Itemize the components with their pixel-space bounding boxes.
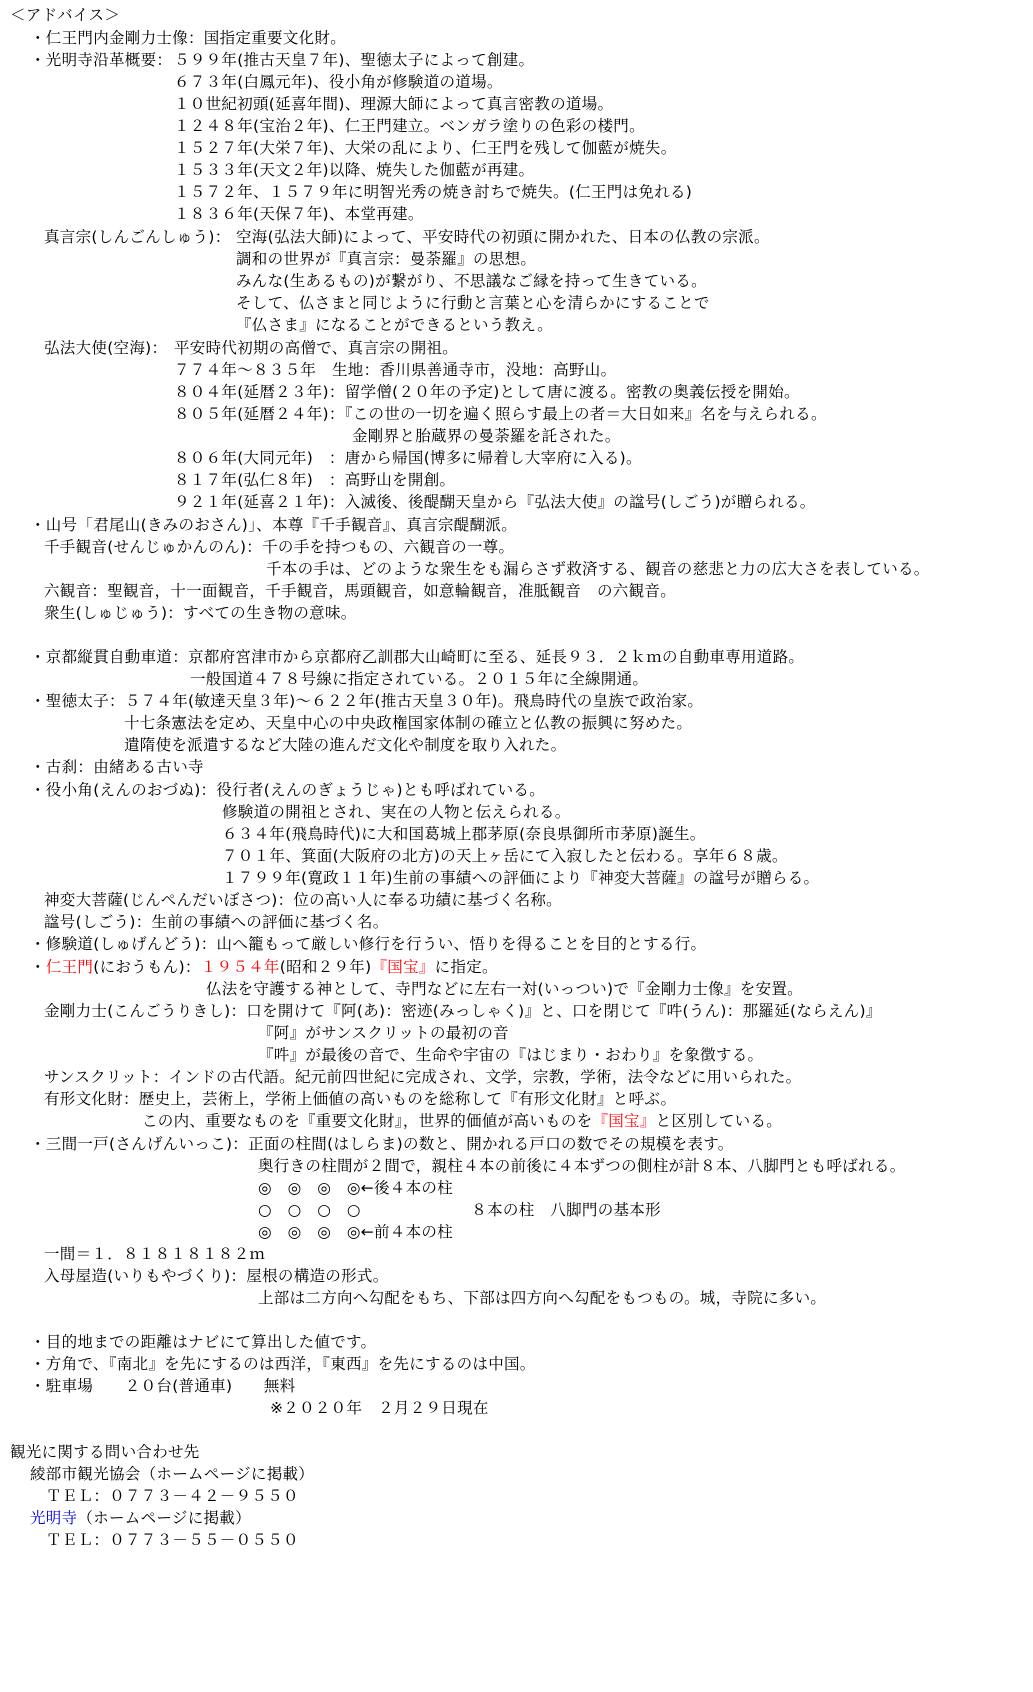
sanskrit-line: サンスクリット：インドの古代語。紀元前四世紀に完成され、文学，宗教，学術，法令などに用いられた。 (44, 1068, 802, 1086)
ennoozunu-line: ・役小角(えんのおづぬ)：役行者(えんのぎょうじゃ)とも呼ばれている。 (30, 781, 546, 799)
niomon-detail: 仏法を守護する神として、寺門などに左右一対(いっつい)で『金剛力士像』を安置。 (206, 980, 803, 998)
shingon-line: 空海(弘法大師)によって、平安時代の初頭に開かれた、日本の仏教の宗派。 (236, 228, 770, 246)
kongorikishi-line: 金剛力士(こんごうりきし)：口を開けて『阿(あ)：密迹(みっしゃく)』と、口を閉じて『吽(うん)：那羅延(ならえん)』 (44, 1002, 882, 1020)
ikken-line: 一間＝１．８１８１８１８２ｍ (44, 1245, 266, 1263)
kobo-line: ８０４年(延暦２３年)：留学僧(２０年の予定)として唐に渡る。密教の奥義伝授を開始。 (174, 383, 800, 401)
line-niomon-statue: ・仁王門内金剛力士像：国指定重要文化財。 (30, 29, 347, 47)
contact-title: 観光に関する問い合わせ先 (10, 1443, 200, 1461)
shingon-line: 調和の世界が『真言宗：曼荼羅』の思想。 (236, 250, 537, 268)
national-treasure: 『国宝』 (371, 958, 435, 976)
shingon-line: そして、仏さまと同じように行動と言葉と心を清らかにすることで (236, 294, 710, 312)
tangible-asset-line (142, 1110, 782, 1132)
ennoozunu-line: ７０１年、箕面(大阪府の北方)の天上ヶ岳にて入寂したと伝わる。享年６８歳。 (222, 847, 788, 865)
tangible-asset-text: と区別している。 (655, 1112, 783, 1130)
niomon-reading: (におうもん)： (93, 958, 201, 976)
history-line: ５９９年(推古天皇７年)、聖徳太子によって創建。 (174, 51, 535, 69)
shotoku-line: 十七条憲法を定め、天皇中心の中央政権国家体制の確立と仏教の振興に努めた。 (124, 714, 693, 732)
niomon-term: 仁王門 (45, 958, 94, 976)
sango-line: ・山号「君尾山(きみのおさん)」、本尊『千手観音』、真言宗醍醐派。 (30, 516, 517, 534)
history-line: １０世紀初頭(延喜年間)、理源大師によって真言密教の道場。 (174, 95, 614, 113)
niomon-year: １９５４年 (200, 958, 280, 976)
shingon-label: 真言宗(しんごんしゅう)： (44, 228, 231, 246)
pillar-diagram-row: ◎ ◎ ◎ ◎←前４本の柱 (258, 1223, 453, 1241)
history-line: ６７３年(白鳳元年)、役小角が修験道の道場。 (174, 73, 503, 91)
jinpen-line: 神変大菩薩(じんぺんだいぼさつ)：位の高い人に奉る功績に基づく名称。 (44, 891, 562, 909)
kobo-line: ７７４年～８３５年 生地：香川県善通寺市，没地：高野山。 (174, 361, 617, 379)
tangible-asset-line: 有形文化財：歴史上，芸術上，学術上価値の高いものを総称して『有形文化財』と呼ぶ。 (44, 1090, 677, 1108)
shugendo-line: ・修験道(しゅげんどう)：山へ籠もって厳しい修行を行うい、悟りを得ることを目的とする行。 (30, 935, 707, 953)
contact-org (30, 1507, 251, 1529)
national-treasure: 『国宝』 (592, 1112, 656, 1130)
shigo-line: 諡号(しごう)：生前の事績への評価に基づく名。 (44, 913, 389, 931)
history-line: １２４８年(宝治２年)、仁王門建立。ベンガラ塗りの色彩の楼門。 (174, 117, 645, 135)
kobo-label: 弘法大使(空海)： (44, 339, 168, 357)
history-line: １８３６年(天保７年)、本堂再建。 (174, 205, 424, 223)
direction-note: ・方角で、『南北』を先にするのは西洋，『東西』を先にするのは中国。 (30, 1355, 536, 1373)
shotoku-line: 遣隋使を派遣するなど大陸の進んだ文化や制度を取り入れた。 (124, 736, 567, 754)
history-line: １５２７年(大栄７年)、大栄の乱により、仁王門を残して伽藍が焼失。 (174, 139, 677, 157)
kobo-line: ８０６年(大同元年) ：唐から帰国(博多に帰着し大宰府に入る)。 (174, 449, 642, 467)
contact-org: 綾部市観光協会（ホームページに掲載） (30, 1465, 315, 1483)
advice-heading: ＜アドバイス＞ (10, 6, 121, 24)
kongorikishi-line: 『吽』が最後の音で、生命や宇宙の『はじまり・おわり』を象徴する。 (258, 1046, 764, 1064)
tangible-asset-text: この内、重要なものを『重要文化財』，世界的価値が高いものを (142, 1112, 593, 1130)
ennoozunu-line: ６３４年(飛鳥時代)に大和国葛城上郡茅原(奈良県御所市茅原)誕生。 (222, 825, 706, 843)
shujo-line: 衆生(しゅじゅう)：すべての生き物の意味。 (44, 604, 357, 622)
irimoya-line: 上部は二方向へ勾配をもち、下部は四方向へ勾配をもつもの。城，寺院に多い。 (258, 1289, 827, 1307)
pillar-diagram-row: ○ ○ ○ ○ ８本の柱 八脚門の基本形 (258, 1201, 661, 1219)
kobo-line: 金剛界と胎蔵界の曼荼羅を託された。 (352, 427, 621, 445)
shingon-line: みんな(生あるもの)が繋がり、不思議なご縁を持って生きている。 (236, 272, 707, 290)
kosatsu-line: ・古刹：由緒ある古い寺 (30, 758, 204, 776)
komyoji-link[interactable]: 光明寺 (30, 1509, 78, 1527)
history-line: １５３３年(天文２年)以降、焼失した伽藍が再建。 (174, 161, 535, 179)
contact-org-note: （ホームページに掲載） (77, 1509, 251, 1527)
niomon-era: (昭和２９年) (279, 958, 372, 976)
ennoozunu-line: 修験道の開祖とされ、実在の人物と伝えられる。 (222, 803, 571, 821)
expressway-line: 一般国道４７８号線に指定されている。２０１５年に全線開通。 (190, 670, 649, 688)
shotoku-line: ・聖徳太子：５７４年(敏達天皇３年)～６２２年(推古天皇３０年)。飛鳥時代の皇族で政治家。 (30, 692, 704, 710)
sangen-ikko-line: ・三間一戸(さんげんいっこ)：正面の柱間(はしらま)の数と、開かれる戸口の数でその規模を表す。 (30, 1135, 734, 1153)
contact-tel: ＴＥＬ：０７７３－５５－０５５０ (46, 1531, 299, 1549)
as-of-date: ※２０２０年 ２月２９日現在 (270, 1399, 489, 1417)
sangen-ikko-line: 奥行きの柱間が２間で，親柱４本の前後に４本ずつの側柱が計８本、八脚門とも呼ばれる。 (258, 1157, 906, 1175)
bullet: ・ (30, 958, 46, 976)
shingon-line: 『仏さま』になることができるという教え。 (236, 316, 553, 334)
niomon-line (30, 956, 498, 978)
distance-note: ・目的地までの距離はナビにて算出した値です。 (30, 1333, 377, 1351)
kobo-line: ９２１年(延喜２１年)：入滅後、後醍醐天皇から『弘法大使』の諡号(しごう)が贈られる。 (174, 493, 816, 511)
pillar-diagram-row: ◎ ◎ ◎ ◎←後４本の柱 (258, 1179, 453, 1197)
history-line: １５７２年、１５７９年に明智光秀の焼き討ちで焼失。(仁王門は免れる) (174, 183, 693, 201)
kobo-line: ８０５年(延暦２４年)：『この世の一切を遍く照らす最上の者＝大日如来』名を与えられる。 (174, 405, 827, 423)
expressway-line: ・京都縦貫自動車道：京都府宮津市から京都府乙訓郡大山崎町に至る、延長９３．２ｋｍの自動車専用道路。 (30, 648, 805, 666)
parking-note: ・駐車場 ２０台(普通車) 無料 (30, 1377, 296, 1395)
contact-tel: ＴＥＬ：０７７３－４２－９５５０ (46, 1487, 299, 1505)
kongorikishi-line: 『阿』がサンスクリットの最初の音 (258, 1024, 509, 1042)
irimoya-line: 入母屋造(いりもやづくり)：屋根の構造の形式。 (44, 1267, 389, 1285)
senju-line: 千手観音(せんじゅかんのん)：千の手を持つもの、六観音の一尊。 (44, 538, 515, 556)
rokkannon-line: 六観音：聖観音，十一面観音，千手観音，馬頭観音，如意輪観音，准胝観音 の六観音。 (44, 582, 677, 600)
kobo-line: 平安時代初期の高僧で、真言宗の開祖。 (174, 339, 459, 357)
kobo-line: ８１７年(弘仁８年) ：高野山を開創。 (174, 471, 456, 489)
ennoozunu-line: １７９９年(寛政１１年)生前の事績への評価により『神変大菩薩』の諡号が贈らる。 (222, 869, 820, 887)
history-label: ・光明寺沿革概要： (30, 51, 173, 69)
niomon-designated: に指定。 (434, 958, 498, 976)
senju-line: 千本の手は、どのような衆生をも漏らさず救済する、観音の慈悲と力の広大さを表している。 (266, 560, 930, 578)
